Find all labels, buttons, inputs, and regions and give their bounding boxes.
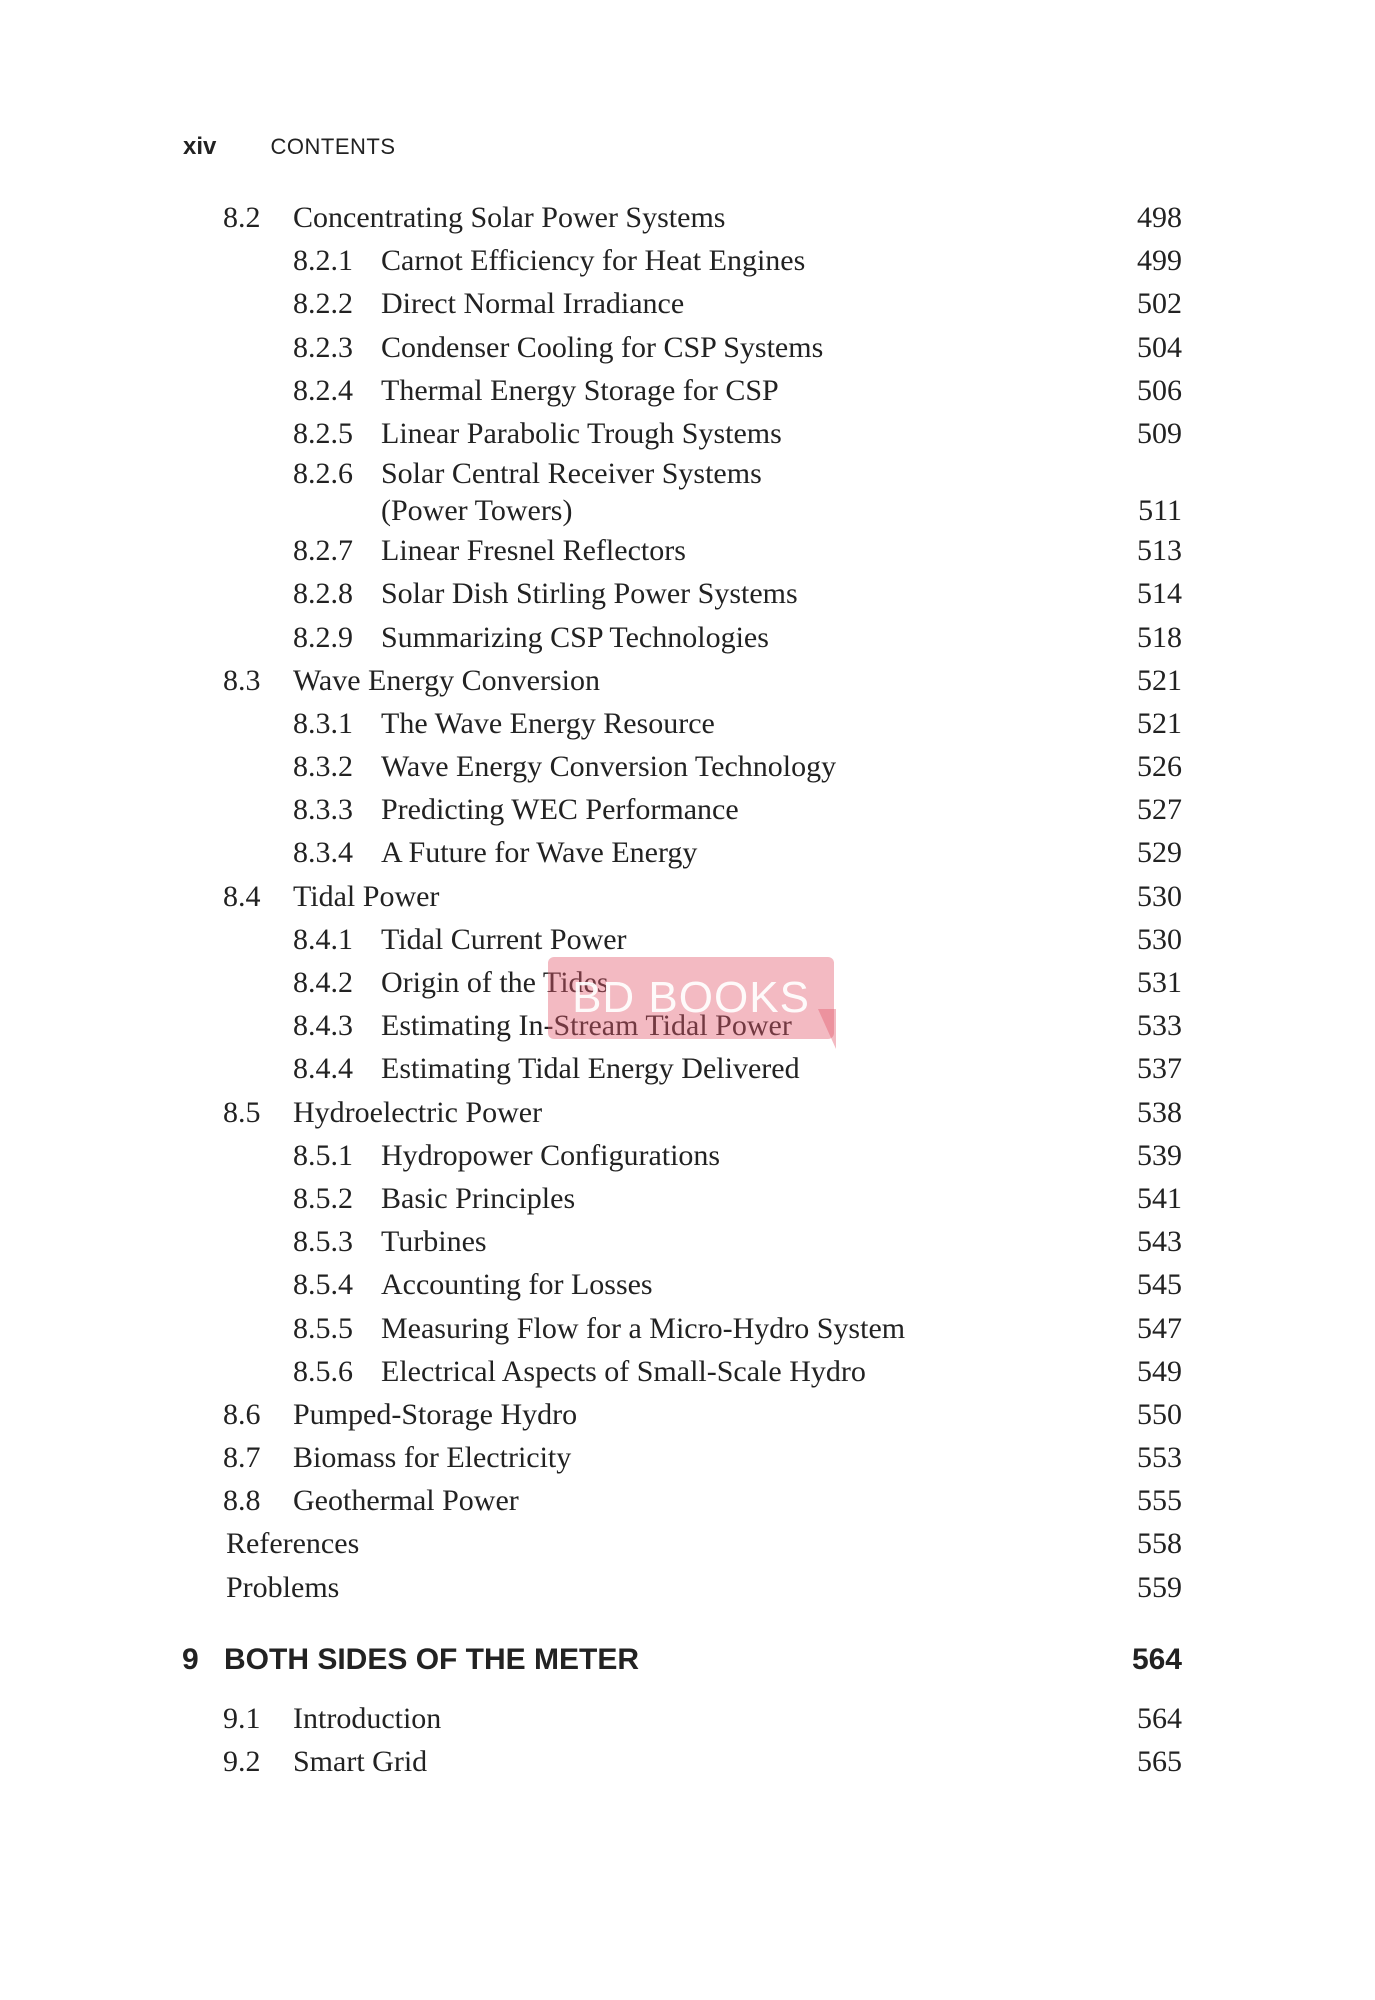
toc-entry-continuation[interactable]	[0, 492, 1375, 529]
toc-entry-page: 549	[1137, 1354, 1182, 1388]
toc-entry-title: Pumped-Storage Hydro	[293, 1397, 578, 1431]
toc-entry-title: Thermal Energy Storage for CSP	[381, 373, 779, 407]
toc-entry-page: 514	[1137, 577, 1182, 611]
toc-entry-title: The Wave Energy Resource	[381, 706, 715, 740]
toc-entry-title: Wave Energy Conversion	[293, 663, 600, 697]
toc-entry-page: 504	[1137, 330, 1182, 364]
toc-entry-number: 8.3.4	[293, 836, 353, 870]
toc-entry[interactable]	[0, 1091, 1375, 1134]
toc-entry[interactable]	[0, 196, 1375, 239]
toc-entry-number: 8.2.6	[293, 457, 353, 491]
toc-entry[interactable]	[0, 1307, 1375, 1350]
toc-entry[interactable]	[0, 1740, 1375, 1783]
toc-entry-page: 530	[1137, 879, 1182, 913]
toc-entry[interactable]	[0, 1134, 1375, 1177]
toc-entry[interactable]	[0, 369, 1375, 412]
toc-entry-page: 553	[1137, 1441, 1182, 1475]
toc-entry-title: Origin of the Tides	[381, 966, 609, 999]
toc-entry-title: A Future for Wave Energy	[381, 836, 698, 870]
toc-entry-number: 8.4.2	[293, 966, 353, 999]
toc-entry[interactable]	[0, 1177, 1375, 1220]
toc-entry[interactable]	[0, 1393, 1375, 1436]
toc-entry[interactable]	[0, 1697, 1375, 1740]
toc-entry-title: References	[226, 1527, 360, 1561]
toc-entry-page: 526	[1137, 750, 1182, 784]
toc-entry-title: Concentrating Solar Power Systems	[293, 201, 726, 234]
toc-entry-number: 8.8	[223, 1484, 261, 1518]
toc-entry-page: 509	[1137, 416, 1182, 450]
toc-entry-number: 8.5.6	[293, 1354, 353, 1388]
toc-entry-number: 8.5.2	[293, 1181, 353, 1215]
toc-entry-title: Solar Dish Stirling Power Systems	[381, 577, 798, 611]
toc-entry-number: 8.4.4	[293, 1052, 353, 1086]
toc-entry[interactable]	[0, 918, 1375, 961]
toc-entry-page: 558	[1137, 1527, 1182, 1561]
toc-entry-title: Biomass for Electricity	[293, 1441, 572, 1475]
toc-entry-title: Linear Parabolic Trough Systems	[381, 416, 782, 450]
toc-entry[interactable]	[0, 1436, 1375, 1479]
toc-entry-page: 533	[1137, 1009, 1182, 1043]
toc-entry-page: 529	[1137, 836, 1182, 870]
toc-entry-number: 8.3.2	[293, 750, 353, 784]
watermark-logo-tail	[818, 1009, 836, 1049]
toc-entry[interactable]	[0, 1566, 1375, 1609]
toc-entry-page: 502	[1137, 287, 1182, 321]
toc-entry[interactable]	[0, 1220, 1375, 1263]
toc-entry-title: Accounting for Losses	[381, 1268, 653, 1302]
toc-entry-title: Solar Central Receiver Systems	[381, 457, 762, 491]
chapter-page: 564	[1131, 1642, 1182, 1676]
toc-entry[interactable]	[0, 831, 1375, 874]
toc-entry-number: 8.3	[223, 663, 261, 697]
toc-entry-page: 550	[1137, 1397, 1182, 1431]
toc-entry-number: 8.4.1	[293, 922, 353, 956]
toc-section-chapter-8	[0, 196, 1375, 1609]
toc-entry-number: 8.5.3	[293, 1225, 353, 1259]
toc-entry-page: 541	[1137, 1181, 1182, 1215]
toc-entry[interactable]	[0, 1522, 1375, 1565]
toc-entry-title: Summarizing CSP Technologies	[381, 620, 769, 654]
toc-entry-number: 8.3.1	[293, 706, 353, 740]
toc-entry-page: 513	[1137, 534, 1182, 568]
toc-entry-page: 531	[1137, 966, 1182, 999]
toc-entry-number: 8.4	[223, 879, 261, 913]
toc-entry-number: 8.2.5	[293, 416, 353, 450]
toc-entry-title: Hydroelectric Power	[293, 1095, 543, 1129]
toc-entry-title: Smart Grid	[293, 1745, 428, 1778]
toc-entry[interactable]	[0, 1047, 1375, 1090]
toc-entry-title: Turbines	[381, 1225, 487, 1259]
toc-entry-page: 564	[1137, 1701, 1182, 1735]
toc-entry-page: 498	[1137, 201, 1182, 234]
running-head	[183, 133, 396, 161]
toc-entry-number: 8.5	[223, 1095, 261, 1129]
toc-entry-title: Basic Principles	[381, 1181, 576, 1215]
toc-entry-number: 8.2.8	[293, 577, 353, 611]
toc-entry-page: 530	[1137, 922, 1182, 956]
toc-entry-title: Wave Energy Conversion Technology	[381, 750, 837, 784]
page-number: xiv	[183, 133, 217, 160]
toc-entry[interactable]	[0, 529, 1375, 572]
toc-chapter-heading[interactable]	[0, 1631, 1375, 1689]
toc-entry[interactable]	[0, 455, 1375, 492]
toc-entry[interactable]	[0, 572, 1375, 615]
toc-entry[interactable]	[0, 875, 1375, 918]
toc-entry-title: Hydropower Configurations	[381, 1138, 721, 1172]
toc-entry-page: 547	[1137, 1311, 1182, 1345]
toc-entry-number: 9.2	[223, 1745, 261, 1778]
toc-entry-number: 8.6	[223, 1397, 261, 1431]
toc-entry[interactable]	[0, 1479, 1375, 1522]
toc-entry-page: 545	[1137, 1268, 1182, 1302]
toc-entry-number: 8.2.3	[293, 330, 353, 364]
toc-entry-number: 8.3.3	[293, 793, 353, 827]
toc-entry-title: Introduction	[293, 1701, 442, 1735]
toc-entry-number: 8.7	[223, 1441, 261, 1475]
toc-entry-number: 9.1	[223, 1701, 261, 1735]
toc-entry-title: Measuring Flow for a Micro-Hydro System	[381, 1311, 906, 1345]
toc-entry-title: Geothermal Power	[293, 1484, 519, 1518]
toc-entry-title: Estimating Tidal Energy Delivered	[381, 1052, 800, 1086]
toc-entry-page: 565	[1137, 1745, 1182, 1778]
toc-entry-number: 8.4.3	[293, 1009, 353, 1043]
toc-entry-title: Predicting WEC Performance	[381, 793, 739, 827]
chapter-number: 9	[182, 1642, 199, 1676]
toc-entry[interactable]	[0, 616, 1375, 659]
toc-entry-page: 511	[1138, 494, 1182, 528]
toc-entry-page: 543	[1137, 1225, 1182, 1259]
running-head-label: CONTENTS	[270, 134, 396, 159]
toc-section-chapter-9	[0, 1697, 1375, 1783]
toc-entry[interactable]	[0, 659, 1375, 702]
toc-entry[interactable]	[0, 326, 1375, 369]
toc-entry-title: Tidal Current Power	[381, 922, 627, 956]
toc-entry-title: Condenser Cooling for CSP Systems	[381, 330, 824, 364]
toc-entry-page: 538	[1137, 1095, 1182, 1129]
toc-entry-number: 8.2.7	[293, 534, 353, 568]
toc-entry-number: 8.2	[223, 201, 261, 234]
toc-entry-page: 521	[1137, 663, 1182, 697]
toc-entry-number: 8.2.9	[293, 620, 353, 654]
toc-entry-title: Problems	[226, 1570, 340, 1604]
watermark-logo: BD BOOKS	[548, 957, 834, 1039]
toc-entry-page: 539	[1137, 1138, 1182, 1172]
toc-entry-page: 555	[1137, 1484, 1182, 1518]
toc-entry-title: Carnot Efficiency for Heat Engines	[381, 244, 806, 278]
toc-entry[interactable]	[0, 239, 1375, 282]
toc-entry-number: 8.2.2	[293, 287, 353, 321]
toc-entry-title: Estimating In-Stream Tidal Power	[381, 1009, 792, 1043]
toc-entry-page: 559	[1137, 1570, 1182, 1604]
chapter-title: BOTH SIDES OF THE METER	[224, 1642, 640, 1676]
toc-entry-page: 527	[1137, 793, 1182, 827]
toc-entry[interactable]	[0, 1350, 1375, 1393]
toc-entry-page: 499	[1137, 244, 1182, 278]
toc-entry-title: Tidal Power	[293, 879, 440, 913]
toc-entry-title-continued: (Power Towers)	[381, 494, 573, 528]
toc-entry-number: 8.5.1	[293, 1138, 353, 1172]
toc-entry[interactable]	[0, 702, 1375, 745]
toc-entry[interactable]	[0, 1263, 1375, 1306]
toc-entry[interactable]	[0, 788, 1375, 831]
toc-entry-number: 8.2.1	[293, 244, 353, 278]
toc-entry-page: 521	[1137, 706, 1182, 740]
toc-entry-title: Electrical Aspects of Small-Scale Hydro	[381, 1354, 866, 1388]
toc-entry-number: 8.5.5	[293, 1311, 353, 1345]
toc-entry-title: Direct Normal Irradiance	[381, 287, 685, 321]
toc-entry[interactable]	[0, 282, 1375, 325]
toc-entry-page: 537	[1137, 1052, 1182, 1086]
toc-entry-number: 8.2.4	[293, 373, 353, 407]
toc-entry-page: 506	[1137, 373, 1182, 407]
toc-entry-page: 518	[1137, 620, 1182, 654]
toc-entry[interactable]	[0, 745, 1375, 788]
toc-entry-number: 8.5.4	[293, 1268, 353, 1302]
toc-entry[interactable]	[0, 412, 1375, 455]
toc-entry-title: Linear Fresnel Reflectors	[381, 534, 686, 568]
